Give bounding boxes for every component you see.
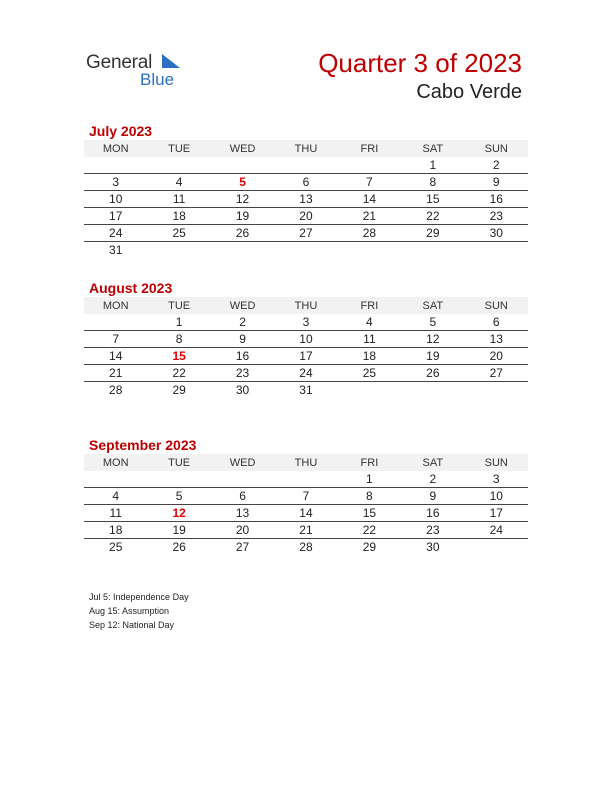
weekday-header-row [84, 140, 528, 157]
weekday-header: SAT [401, 140, 464, 157]
month-calendar [84, 297, 528, 398]
holiday-note: Jul 5: Independence Day [89, 592, 189, 602]
day-cell: 3 [274, 314, 337, 331]
day-cell: 6 [211, 488, 274, 505]
weekday-header: TUE [147, 297, 210, 314]
month-july [84, 122, 528, 258]
holiday-note: Sep 12: National Day [89, 620, 175, 630]
weekday-header: FRI [338, 297, 401, 314]
day-cell: 15 [401, 191, 464, 208]
weekday-header: WED [211, 297, 274, 314]
day-cell: 2 [401, 471, 464, 488]
day-cell: 9 [401, 488, 464, 505]
weekday-header: WED [211, 140, 274, 157]
day-cell: 12 [401, 331, 464, 348]
day-cell: 12 [211, 191, 274, 208]
day-cell [84, 157, 147, 174]
day-cell: 14 [84, 348, 147, 365]
day-cell: 30 [465, 225, 528, 242]
day-cell: 5 [211, 174, 274, 191]
day-cell: 23 [401, 522, 464, 539]
day-cell: 28 [299, 540, 313, 554]
weekday-header-row [84, 454, 528, 471]
week-row [84, 471, 528, 488]
day-cell: 7 [84, 331, 147, 348]
week-row [84, 314, 528, 331]
day-cell: 27 [274, 225, 337, 242]
day-cell: 31 [109, 243, 123, 257]
day-cell: 26 [401, 365, 464, 382]
day-cell: 24 [274, 365, 337, 382]
day-cell [338, 382, 401, 399]
day-cell: 15 [147, 348, 210, 365]
day-cell: 18 [338, 348, 401, 365]
day-cell: 11 [147, 191, 210, 208]
day-cell: 7 [274, 488, 337, 505]
weekday-header: TUE [147, 140, 210, 157]
month-calendar [84, 454, 528, 555]
day-cell: 29 [362, 540, 377, 554]
weekday-header: THU [274, 454, 337, 471]
day-cell: 8 [338, 488, 401, 505]
day-cell: 22 [401, 208, 464, 225]
day-cell: 1 [338, 471, 401, 488]
day-cell: 24 [465, 522, 528, 539]
day-cell: 26 [172, 540, 186, 554]
day-cell: 23 [465, 208, 528, 225]
day-cell: 22 [147, 365, 210, 382]
day-cell [147, 242, 210, 259]
day-cell: 18 [147, 208, 210, 225]
day-cell: 21 [84, 365, 147, 382]
day-cell: 13 [274, 191, 337, 208]
day-cell [465, 539, 528, 556]
day-cell [401, 242, 464, 259]
week-row [84, 539, 528, 556]
day-cell: 15 [338, 505, 401, 522]
day-cell: 28 [338, 225, 401, 242]
weekday-header: TUE [147, 454, 210, 471]
weekday-header-row [84, 297, 528, 314]
week-row [84, 157, 528, 174]
logo-text-blue: Blue [140, 70, 175, 89]
day-cell: 16 [465, 191, 528, 208]
weekday-header: SUN [465, 454, 528, 471]
day-cell: 26 [211, 225, 274, 242]
weekday-header: SUN [465, 297, 528, 314]
weekday-header: MON [84, 454, 147, 471]
day-cell [274, 157, 337, 174]
week-row [84, 348, 528, 365]
day-cell: 10 [465, 488, 528, 505]
day-cell: 20 [211, 522, 274, 539]
day-cell: 11 [84, 505, 147, 522]
day-cell: 27 [465, 365, 528, 382]
logo [86, 52, 196, 92]
day-cell [211, 471, 274, 488]
week-row [84, 522, 528, 539]
day-cell [465, 242, 528, 259]
day-cell: 13 [465, 331, 528, 348]
day-cell [147, 471, 210, 488]
day-cell: 10 [84, 191, 147, 208]
day-cell: 17 [84, 208, 147, 225]
weekday-header: FRI [338, 140, 401, 157]
day-cell: 24 [84, 225, 147, 242]
day-cell: 8 [401, 174, 464, 191]
day-cell [338, 157, 401, 174]
day-cell [211, 242, 274, 259]
logo-flag-icon [162, 54, 180, 68]
country-name: Cabo Verde [416, 81, 522, 103]
day-cell: 4 [338, 314, 401, 331]
week-row [84, 382, 528, 399]
day-cell: 10 [274, 331, 337, 348]
day-cell: 21 [338, 208, 401, 225]
month-title: August 2023 [89, 280, 173, 296]
day-cell: 27 [235, 540, 250, 554]
month-title: September 2023 [89, 437, 197, 453]
day-cell: 1 [147, 314, 210, 331]
week-row [84, 331, 528, 348]
day-cell: 17 [465, 505, 528, 522]
day-cell: 31 [299, 383, 313, 397]
month-title: July 2023 [89, 123, 153, 139]
day-cell: 4 [84, 488, 147, 505]
week-row [84, 365, 528, 382]
day-cell: 21 [274, 522, 337, 539]
day-cell: 19 [147, 522, 210, 539]
month-calendar [84, 140, 528, 258]
day-cell: 5 [401, 314, 464, 331]
day-cell: 25 [109, 540, 123, 554]
weekday-header: MON [84, 140, 147, 157]
week-row [84, 208, 528, 225]
page-title: Quarter 3 of 2023 [318, 48, 522, 78]
month-september [84, 436, 528, 555]
day-cell [211, 157, 274, 174]
weekday-header: MON [84, 297, 147, 314]
weekday-header: SUN [465, 140, 528, 157]
day-cell: 20 [274, 208, 337, 225]
weekday-header: WED [211, 454, 274, 471]
day-cell [84, 314, 147, 331]
day-cell [84, 471, 147, 488]
day-cell: 7 [338, 174, 401, 191]
week-row [84, 488, 528, 505]
holiday-note: Aug 15: Assumption [89, 606, 170, 616]
day-cell: 5 [147, 488, 210, 505]
day-cell: 25 [147, 225, 210, 242]
week-row [84, 191, 528, 208]
day-cell: 25 [338, 365, 401, 382]
day-cell: 22 [338, 522, 401, 539]
day-cell [147, 157, 210, 174]
day-cell: 30 [235, 383, 250, 397]
day-cell: 14 [274, 505, 337, 522]
day-cell: 17 [274, 348, 337, 365]
day-cell: 29 [401, 225, 464, 242]
day-cell: 2 [211, 314, 274, 331]
weekday-header: SAT [401, 297, 464, 314]
weekday-header: THU [274, 140, 337, 157]
day-cell: 30 [426, 540, 440, 554]
day-cell: 3 [465, 471, 528, 488]
day-cell: 16 [211, 348, 274, 365]
day-cell: 19 [401, 348, 464, 365]
day-cell: 4 [147, 174, 210, 191]
logo-text-general: General [86, 52, 153, 73]
weekday-header: FRI [338, 454, 401, 471]
day-cell: 20 [465, 348, 528, 365]
day-cell [401, 382, 464, 399]
day-cell: 8 [147, 331, 210, 348]
month-august [84, 279, 528, 398]
weekday-header: SAT [401, 454, 464, 471]
day-cell: 3 [84, 174, 147, 191]
day-cell: 9 [211, 331, 274, 348]
day-cell: 6 [465, 314, 528, 331]
day-cell: 11 [338, 331, 401, 348]
day-cell [274, 242, 337, 259]
day-cell: 13 [211, 505, 274, 522]
week-row [84, 505, 528, 522]
day-cell: 2 [465, 157, 528, 174]
day-cell: 28 [109, 383, 123, 397]
week-row [84, 174, 528, 191]
day-cell [338, 242, 401, 259]
day-cell: 9 [465, 174, 528, 191]
day-cell: 1 [401, 157, 464, 174]
day-cell: 29 [172, 383, 186, 397]
day-cell: 19 [211, 208, 274, 225]
day-cell: 12 [147, 505, 210, 522]
day-cell [274, 471, 337, 488]
week-row [84, 242, 528, 259]
day-cell: 14 [338, 191, 401, 208]
holiday-notes [89, 590, 189, 632]
day-cell [465, 382, 528, 399]
day-cell: 23 [211, 365, 274, 382]
weekday-header: THU [274, 297, 337, 314]
day-cell: 16 [401, 505, 464, 522]
day-cell: 6 [274, 174, 337, 191]
day-cell: 18 [84, 522, 147, 539]
week-row [84, 225, 528, 242]
